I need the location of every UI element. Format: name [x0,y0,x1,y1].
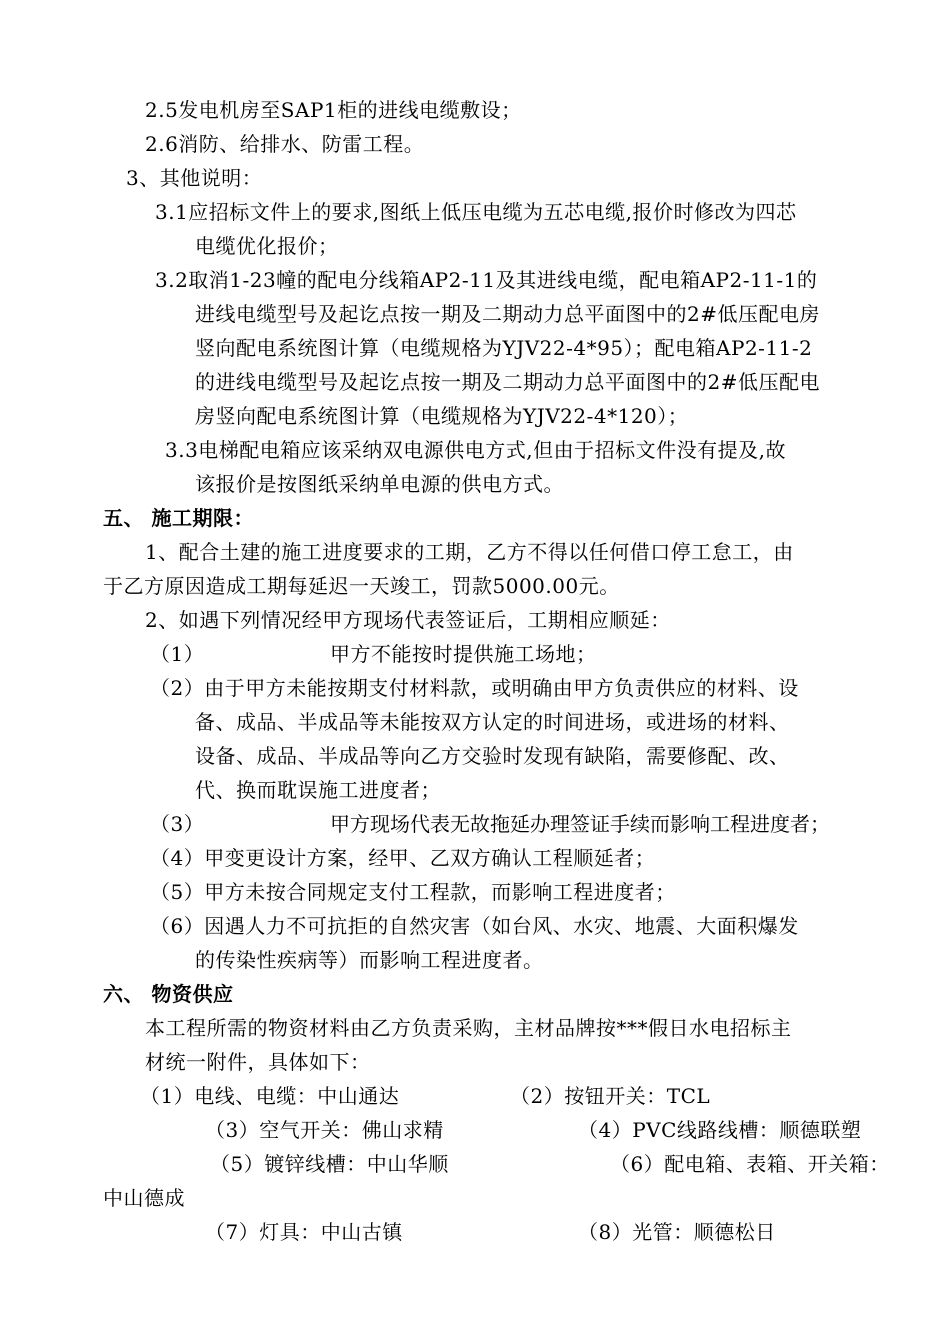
text-line: （2）由于甲方未能按期支付材料款，或明确由甲方负责供应的材料、设 [150,676,799,700]
text-line: 本工程所需的物资材料由乙方负责采购，主材品牌按***假日水电招标主 [145,1016,792,1040]
text-line: 的进线电缆型号及起讫点按一期及二期动力总平面图中的2#低压配电 [195,370,820,394]
text-line: 代、换而耽误施工进度者； [195,778,441,802]
material-item: （3）空气开关：佛山求精 [205,1118,444,1142]
material-item: （5）镀锌线槽：中山华顺 [210,1152,449,1176]
text-line: （5）甲方未按合同规定支付工程款，而影响工程进度者； [150,880,676,904]
text-line: 该报价是按图纸采纳单电源的供电方式。 [195,472,564,496]
text-line: 房竖向配电系统图计算（电缆规格为YJV22-4*120）； [195,404,689,428]
text-line: 甲方现场代表无故拖延办理签证手续而影响工程进度者； [330,812,830,836]
section-heading: 五、 施工期限： [103,506,254,530]
text-line: 电缆优化报价； [195,234,339,258]
text-line: 3.3电梯配电箱应该采纳双电源供电方式,但由于招标文件没有提及,故 [165,438,787,462]
text-line: 2、如遇下列情况经甲方现场代表签证后，工期相应顺延： [145,608,671,632]
section-heading: 六、 物资供应 [103,982,234,1006]
text-line: （6）因遇人力不可抗拒的自然灾害（如台风、水灾、地震、大面积爆发 [150,914,799,938]
text-line: 3、其他说明： [126,166,263,190]
material-item: （6）配电箱、表箱、开关箱： [610,1152,890,1176]
material-item: （4）PVC线路线槽：顺德联塑 [578,1118,862,1142]
text-line: 3.1应招标文件上的要求,图纸上低压电缆为五芯电缆,报价时修改为四芯 [155,200,797,224]
list-number: （1） [150,642,205,666]
text-line: 材统一附件，具体如下： [145,1050,371,1074]
material-item: （8）光管：顺德松日 [578,1220,776,1244]
text-line: 2.6消防、给排水、防雷工程。 [145,132,425,156]
text-line: 备、成品、半成品等未能按双方认定的时间进场，或进场的材料、 [195,710,790,734]
material-item: （1）电线、电缆：中山通达 [140,1084,400,1108]
text-line: 甲方不能按时提供施工场地； [330,642,597,666]
material-item: 中山德成 [103,1186,185,1210]
text-line: 设备、成品、半成品等向乙方交验时发现有缺陷，需要修配、改、 [195,744,790,768]
text-line: 于乙方原因造成工期每延迟一天竣工，罚款5000.00元。 [103,574,620,598]
text-line: 1、配合土建的施工进度要求的工期，乙方不得以任何借口停工怠工，由 [145,540,794,564]
text-line: 的传染性疾病等）而影响工程进度者。 [195,948,544,972]
material-item: （7）灯具：中山古镇 [205,1220,403,1244]
material-item: （2）按钮开关：TCL [510,1084,711,1108]
text-line: 进线电缆型号及起讫点按一期及二期动力总平面图中的2#低压配电房 [195,302,820,326]
text-line: 2.5发电机房至SAP1柜的进线电缆敷设； [145,98,522,122]
list-number: （3） [150,812,205,836]
text-line: （4）甲变更设计方案，经甲、乙双方确认工程顺延者； [150,846,656,870]
text-line: 竖向配电系统图计算（电缆规格为YJV22-4*95）；配电箱AP2-11-2 [195,336,813,360]
text-line: 3.2取消1-23幢的配电分线箱AP2-11及其进线电缆，配电箱AP2-11-1的 [155,268,818,292]
